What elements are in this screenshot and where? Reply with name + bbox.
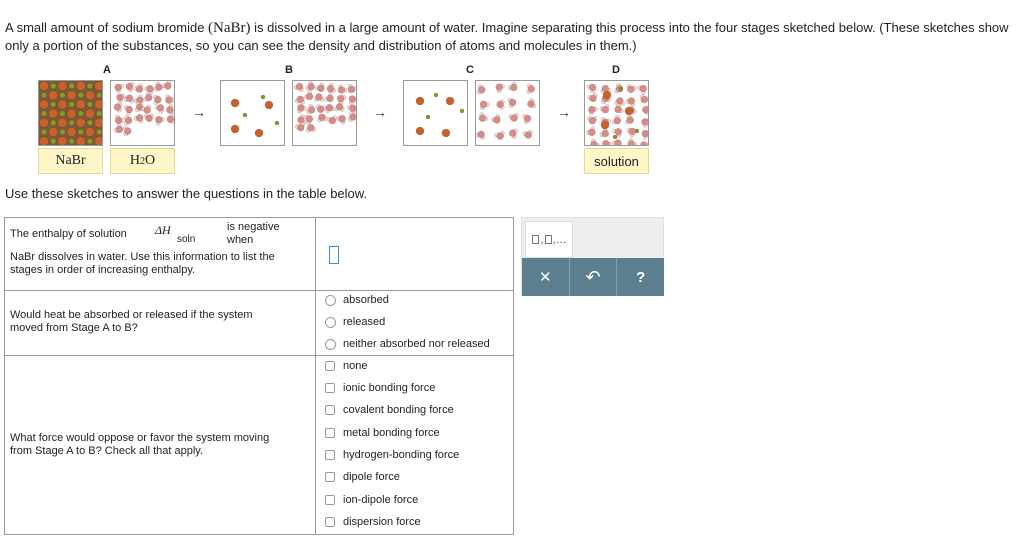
q2-line2: moved from Stage A to B?: [10, 322, 138, 334]
radio-absorbed[interactable]: [325, 294, 389, 306]
bromide-ion: [78, 129, 84, 135]
oxygen-atom: [509, 99, 516, 106]
bromide-ion: [87, 120, 93, 126]
undo-button[interactable]: [570, 258, 618, 296]
oxygen-atom: [590, 141, 597, 146]
oxygen-atom: [509, 130, 516, 137]
bromide-ion: [96, 92, 102, 98]
bromide-ion: [69, 138, 75, 144]
oxygen-atom: [642, 106, 649, 113]
bromide-ion: [60, 92, 66, 98]
oxygen-atom: [297, 104, 304, 111]
bromide-ion: [41, 111, 47, 117]
q2-line1: Would heat be absorbed or released if the system: [10, 309, 253, 321]
oxygen-atom: [602, 130, 609, 137]
oxygen-atom: [297, 96, 304, 103]
oxygen-atom: [615, 106, 622, 113]
bromide-ion: [69, 102, 75, 108]
oxygen-atom: [349, 105, 356, 112]
oxygen-atom: [615, 140, 622, 146]
sodium-ion: [442, 129, 450, 137]
radio-released[interactable]: [325, 316, 385, 328]
q3-line2: from Stage A to B? Check all that apply.: [10, 445, 204, 457]
bromide-ion: [60, 129, 66, 135]
oxygen-atom: [297, 124, 304, 131]
oxygen-atom: [147, 85, 154, 92]
sodium-ion: [67, 109, 76, 118]
sodium-ion: [85, 91, 94, 100]
oxygen-atom: [588, 106, 595, 113]
oxygen-atom: [167, 116, 174, 123]
sodium-ion: [49, 91, 58, 100]
stage-c-label: C: [466, 64, 474, 76]
bromide-ion: [60, 111, 66, 117]
bromide-ion: [275, 121, 279, 125]
oxygen-atom: [496, 84, 503, 91]
sodium-ion: [39, 137, 48, 146]
oxygen-atom: [296, 83, 303, 90]
oxygen-atom: [124, 128, 131, 135]
intro-text-after: is dissolved in a large amount of water. Imagine separating this process into the four stages sketched below. (These sketches show only a portion of the substances, so you can see the density and distribution of atoms and molecules in them.): [5, 20, 1009, 53]
oxygen-atom: [306, 116, 313, 123]
oxygen-atom: [338, 87, 345, 94]
oxygen-atom: [126, 95, 133, 102]
oxygen-atom: [145, 94, 152, 101]
bromide-ion: [87, 83, 93, 89]
bromide-ion: [78, 111, 84, 117]
crystal-lattice: [39, 81, 103, 146]
checkbox-hydrogen-bonding[interactable]: [325, 449, 459, 461]
checkbox-dipole[interactable]: [325, 471, 400, 483]
help-icon: ?: [636, 268, 646, 286]
tool-bar: [522, 258, 664, 296]
option-label: ionic bonding force: [343, 382, 436, 394]
checkbox-ionic-bonding[interactable]: [325, 382, 435, 394]
option-label: released: [343, 316, 386, 328]
oxygen-atom: [155, 96, 162, 103]
bromide-ion: [243, 113, 247, 117]
oxygen-atom: [525, 132, 532, 139]
sodium-ion: [95, 118, 103, 127]
sketch-a-water: [110, 80, 175, 146]
intro-text-before: A small amount of sodium bromide: [5, 20, 209, 35]
sketch-c-separated-ions: [403, 80, 468, 146]
sodium-ion: [231, 125, 239, 133]
oxygen-atom: [136, 114, 143, 121]
option-label: ion-dipole force: [343, 494, 419, 506]
oxygen-atom: [117, 94, 124, 101]
sketch-b-separated-ions: [220, 80, 285, 146]
oxygen-atom: [589, 84, 596, 91]
oxygen-atom: [156, 84, 163, 91]
oxygen-atom: [307, 124, 314, 131]
bromide-ion: [50, 138, 56, 144]
sodium-ion: [76, 81, 85, 90]
radio-neither[interactable]: [325, 338, 490, 350]
table-row: [5, 356, 513, 534]
oxygen-atom: [524, 115, 531, 122]
sodium-ion: [85, 127, 94, 136]
oxygen-atom: [510, 84, 517, 91]
oxygen-atom: [144, 107, 151, 114]
checkbox-metal-bonding[interactable]: [325, 427, 440, 439]
checkbox-ion-dipole[interactable]: [325, 494, 418, 506]
bromide-ion: [41, 129, 47, 135]
bromide-ion: [69, 83, 75, 89]
sodium-ion: [601, 121, 609, 129]
checkbox-dispersion[interactable]: [325, 516, 421, 528]
oxygen-atom: [494, 117, 501, 124]
sodium-ion: [85, 109, 94, 118]
oxygen-atom: [640, 141, 647, 146]
answer-tool-panel: [521, 217, 664, 296]
oxygen-atom: [126, 83, 133, 90]
bromide-ion: [460, 109, 464, 113]
separated-ions: [221, 81, 285, 146]
sodium-ion: [255, 129, 263, 137]
table-row: [5, 291, 513, 356]
sodium-ion: [265, 101, 273, 109]
checkbox[interactable]: [325, 405, 335, 415]
bromide-ion: [78, 92, 84, 98]
oxygen-atom: [318, 85, 325, 92]
oxygen-atom: [642, 119, 649, 126]
option-label: none: [343, 360, 368, 372]
oxygen-atom: [339, 115, 346, 122]
undo-icon: ↶: [585, 266, 601, 287]
option-label: absorbed: [343, 294, 389, 306]
oxygen-atom: [166, 106, 173, 113]
sodium-ion: [76, 118, 85, 127]
stage-order-input[interactable]: [329, 246, 339, 264]
q1-when: when: [227, 234, 254, 246]
oxygen-atom: [350, 114, 357, 121]
oxygen-atom: [115, 84, 122, 91]
checkbox[interactable]: [325, 361, 335, 371]
q1-symbol: ΔH: [155, 223, 171, 237]
oxygen-atom: [326, 104, 333, 111]
oxygen-atom: [308, 106, 315, 113]
oxygen-atom: [478, 131, 485, 138]
oxygen-atom: [628, 141, 635, 146]
separated-ions: [404, 81, 468, 146]
template-box-icon: [545, 235, 552, 244]
option-label: covalent bonding force: [343, 404, 454, 416]
bromide-ion: [69, 120, 75, 126]
template-box-icon: [532, 235, 539, 244]
sodium-ion: [49, 127, 58, 136]
sketch-d-solution: [584, 80, 649, 146]
oxygen-atom: [298, 116, 305, 123]
checkbox-covalent-bonding[interactable]: [325, 404, 454, 416]
oxygen-atom: [146, 115, 153, 122]
oxygen-atom: [327, 95, 334, 102]
oxygen-atom: [627, 86, 634, 93]
sketch-c-separated-water: [475, 80, 540, 146]
oxygen-atom: [308, 83, 315, 90]
close-icon: ✕: [539, 269, 552, 286]
question-table: [4, 217, 514, 535]
nabr-label: NaBr: [38, 148, 103, 174]
template-ellipsis: …: [555, 233, 567, 246]
solution-mixture: [585, 81, 649, 146]
bromide-ion: [87, 102, 93, 108]
q1-is-negative: is negative: [227, 221, 280, 233]
bromide-ion: [50, 83, 56, 89]
oxygen-atom: [616, 98, 623, 105]
oxygen-atom: [641, 96, 648, 103]
separated-water-molecules: [476, 81, 540, 146]
oxygen-atom: [336, 103, 343, 110]
bromide-ion: [96, 129, 102, 135]
water-molecules: [111, 81, 175, 146]
oxygen-atom: [319, 114, 326, 121]
bromide-ion: [434, 93, 438, 97]
oxygen-atom: [316, 94, 323, 101]
bromide-ion: [261, 95, 265, 99]
stage-b-label: B: [285, 64, 293, 76]
question-1: [5, 218, 316, 290]
stage-d-label: D: [612, 64, 620, 76]
bromide-ion: [41, 92, 47, 98]
oxygen-atom: [329, 117, 336, 124]
sodium-ion: [76, 137, 85, 146]
bromide-ion: [613, 135, 617, 139]
option-label: dispersion force: [343, 516, 421, 528]
oxygen-atom: [589, 117, 596, 124]
oxygen-atom: [640, 85, 647, 92]
question-2: [5, 291, 316, 355]
sodium-ion: [58, 118, 67, 127]
bromide-ion: [635, 129, 639, 133]
oxygen-atom: [528, 85, 535, 92]
radio-circle[interactable]: [325, 295, 336, 306]
oxygen-atom: [348, 86, 355, 93]
solution-label: solution: [584, 148, 649, 174]
bromide-ion: [87, 138, 93, 144]
sodium-ion: [49, 109, 58, 118]
water-label-sub: 2: [140, 155, 145, 167]
oxygen-atom: [306, 93, 313, 100]
sodium-ion: [95, 137, 103, 146]
oxygen-atom: [317, 106, 324, 113]
answer-2-cell: [316, 291, 513, 355]
option-label: dipole force: [343, 471, 400, 483]
water-molecules: [293, 81, 357, 146]
sodium-ion: [603, 91, 611, 99]
instructions-text: Use these sketches to answer the questions in the table below.: [5, 186, 368, 201]
sodium-ion: [231, 99, 239, 107]
checkbox[interactable]: [325, 472, 335, 482]
oxygen-atom: [628, 97, 635, 104]
oxygen-atom: [511, 115, 518, 122]
q1-delta-h: [155, 224, 171, 237]
oxygen-atom: [166, 97, 173, 104]
sodium-ion: [39, 81, 48, 90]
checkbox[interactable]: [325, 450, 335, 460]
help-button[interactable]: [617, 258, 664, 296]
q3-line1: What force would oppose or favor the system moving: [10, 432, 270, 444]
bromide-ion: [50, 120, 56, 126]
oxygen-atom: [126, 106, 133, 113]
sketch-a-nabr-crystal: [38, 80, 103, 146]
sodium-ion: [58, 100, 67, 109]
radio-circle[interactable]: [325, 317, 336, 328]
oxygen-atom: [590, 95, 597, 102]
table-row: [5, 218, 513, 291]
sodium-ion: [58, 137, 67, 146]
problem-intro: [5, 19, 1021, 55]
q1-subscript: soln: [177, 234, 196, 245]
bromide-ion: [426, 115, 430, 119]
oxygen-atom: [603, 140, 610, 146]
bromide-ion: [50, 102, 56, 108]
sodium-ion: [95, 81, 103, 90]
bromide-ion: [619, 87, 623, 91]
oxygen-atom: [627, 117, 634, 124]
option-label: hydrogen-bonding force: [343, 449, 460, 461]
sodium-ion: [446, 97, 454, 105]
sodium-ion: [67, 91, 76, 100]
oxygen-atom: [497, 101, 504, 108]
oxygen-atom: [629, 128, 636, 135]
oxygen-atom: [479, 115, 486, 122]
sodium-ion: [76, 100, 85, 109]
checkbox[interactable]: [325, 517, 335, 527]
sodium-ion: [58, 81, 67, 90]
intro-formula: (NaBr): [208, 20, 251, 36]
sodium-ion: [67, 127, 76, 136]
sodium-ion: [416, 97, 424, 105]
water-label-o: O: [145, 153, 156, 168]
answer-1-cell: [316, 218, 513, 290]
oxygen-atom: [157, 104, 164, 111]
clear-button[interactable]: [522, 258, 570, 296]
oxygen-atom: [478, 86, 485, 93]
arrow-b-c: →: [373, 104, 387, 120]
sodium-ion: [39, 118, 48, 127]
oxygen-atom: [115, 117, 122, 124]
answer-3-cell: [316, 356, 513, 534]
oxygen-atom: [642, 130, 649, 137]
oxygen-atom: [155, 116, 162, 123]
checkbox-none[interactable]: [325, 360, 367, 372]
oxygen-atom: [114, 104, 121, 111]
sodium-ion: [625, 107, 633, 115]
radio-circle[interactable]: [325, 339, 336, 350]
oxygen-atom: [116, 126, 123, 133]
oxygen-atom: [527, 101, 534, 108]
q1-line2: NaBr dissolves in water. Use this information to list the: [10, 251, 275, 263]
checkbox[interactable]: [325, 383, 335, 393]
water-label: [110, 148, 175, 174]
checkbox[interactable]: [325, 428, 335, 438]
oxygen-atom: [615, 128, 622, 135]
option-label: neither absorbed nor released: [343, 338, 490, 350]
oxygen-atom: [327, 85, 334, 92]
oxygen-atom: [614, 117, 621, 124]
oxygen-atom: [337, 95, 344, 102]
stage-a-label: A: [103, 64, 111, 76]
bromide-ion: [96, 111, 102, 117]
oxygen-atom: [602, 106, 609, 113]
checkbox[interactable]: [325, 495, 335, 505]
oxygen-atom: [164, 83, 171, 90]
q1-part1: The enthalpy of solution: [10, 228, 127, 240]
sketch-b-water: [292, 80, 357, 146]
water-label-h: H: [129, 153, 140, 168]
sodium-ion: [39, 100, 48, 109]
oxygen-atom: [497, 133, 504, 140]
arrow-a-b: →: [192, 104, 206, 120]
oxygen-atom: [125, 117, 132, 124]
oxygen-atom: [349, 96, 356, 103]
question-3: [5, 356, 316, 534]
oxygen-atom: [136, 86, 143, 93]
oxygen-atom: [480, 101, 487, 108]
arrow-c-d: →: [557, 104, 571, 120]
q1-line3: stages in order of increasing enthalpy.: [10, 264, 196, 276]
sodium-ion: [95, 100, 103, 109]
option-label: metal bonding force: [343, 427, 440, 439]
list-template-button[interactable]: , , …: [525, 221, 573, 258]
oxygen-atom: [589, 129, 596, 136]
sodium-ion: [416, 127, 424, 135]
